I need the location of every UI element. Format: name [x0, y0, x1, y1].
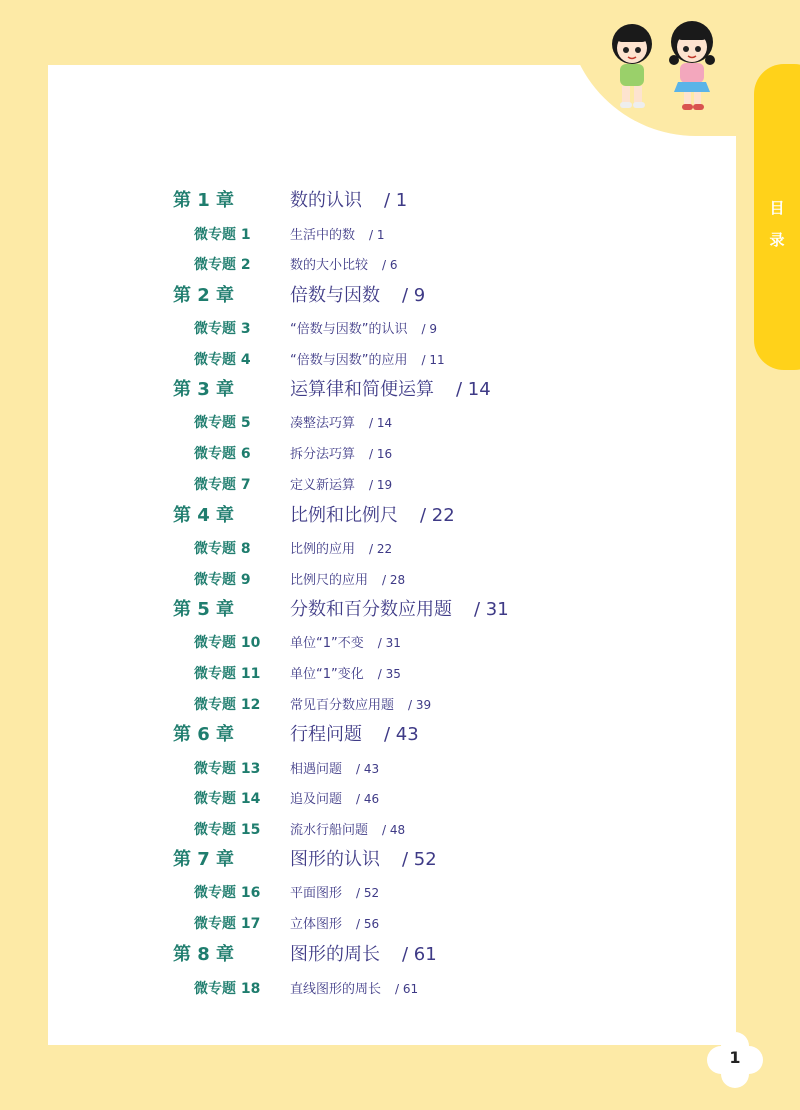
chapter-title — [290, 941, 437, 969]
side-tab-char-2: 录 — [769, 231, 785, 249]
topic-title — [290, 975, 418, 1004]
chapter-number: 第 8 章 — [173, 944, 235, 965]
toc-topic-row[interactable] — [0, 346, 740, 374]
chapter-title — [290, 596, 509, 624]
side-tab-char-1: 目 — [769, 199, 785, 217]
topic-title — [290, 660, 401, 689]
entry-title-text: 运算律和简便运算 — [290, 379, 434, 400]
entry-title-text: 流水行船问题 — [290, 823, 369, 838]
entry-title-text: 生活中的数 — [290, 228, 356, 243]
toc-topic-row[interactable] — [0, 251, 740, 279]
topic-number: 微专题 7 — [194, 477, 251, 493]
entry-page-number: / 9 — [421, 322, 437, 336]
chapter-number: 第 2 章 — [173, 285, 235, 306]
toc-topic-row[interactable] — [0, 879, 740, 907]
entry-page-number: / 9 — [402, 285, 426, 306]
chapter-number: 第 5 章 — [173, 599, 235, 620]
entry-page-number: / 46 — [356, 792, 380, 806]
entry-title-text: 比例的应用 — [290, 542, 356, 557]
entry-title-text: 分数和百分数应用题 — [290, 599, 452, 620]
topic-number: 微专题 15 — [194, 822, 261, 838]
entry-title-text: “倍数与因数”的认识 — [290, 322, 408, 337]
entry-page-number: / 6 — [382, 258, 398, 272]
topic-number: 微专题 16 — [194, 885, 261, 901]
topic-number: 微专题 8 — [194, 541, 251, 557]
topic-title — [290, 755, 379, 784]
topic-title — [290, 629, 401, 658]
topic-title — [290, 535, 392, 564]
entry-title-text: 比例尺的应用 — [290, 573, 369, 588]
entry-title-text: 数的大小比较 — [290, 258, 369, 273]
page-number: 1 — [729, 1048, 741, 1067]
topic-title — [290, 251, 398, 280]
topic-title — [290, 879, 379, 908]
entry-page-number: / 31 — [474, 599, 509, 620]
toc-topic-row[interactable] — [0, 975, 740, 1003]
toc-topic-row[interactable] — [0, 660, 740, 688]
entry-page-number: / 1 — [384, 190, 408, 211]
entry-page-number: / 1 — [369, 228, 385, 242]
entry-title-text: 行程问题 — [290, 724, 362, 745]
toc-topic-row[interactable] — [0, 566, 740, 594]
topic-number: 微专题 13 — [194, 761, 261, 777]
entry-page-number: / 31 — [377, 636, 401, 650]
toc-chapter-row[interactable] — [0, 187, 740, 215]
entry-page-number: / 22 — [420, 505, 455, 526]
entry-title-text: 倍数与因数 — [290, 285, 380, 306]
entry-title-text: 平面图形 — [290, 886, 343, 901]
entry-page-number: / 19 — [369, 478, 393, 492]
entry-page-number: / 52 — [356, 886, 380, 900]
chapter-title — [290, 376, 491, 404]
topic-title — [290, 409, 392, 438]
toc-chapter-row[interactable] — [0, 846, 740, 874]
toc-topic-row[interactable] — [0, 315, 740, 343]
entry-title-text: 单位“1”变化 — [290, 667, 364, 682]
topic-number: 微专题 2 — [194, 257, 251, 273]
toc-topic-row[interactable] — [0, 629, 740, 657]
entry-page-number: / 16 — [369, 447, 393, 461]
topic-number: 微专题 10 — [194, 635, 261, 651]
toc-topic-row[interactable] — [0, 755, 740, 783]
topic-title — [290, 221, 385, 250]
entry-page-number: / 43 — [356, 762, 380, 776]
toc-topic-row[interactable] — [0, 471, 740, 499]
toc-topic-row[interactable] — [0, 409, 740, 437]
entry-title-text: 追及问题 — [290, 792, 343, 807]
toc-topic-row[interactable] — [0, 535, 740, 563]
chapter-number: 第 3 章 — [173, 379, 235, 400]
entry-title-text: 凑整法巧算 — [290, 416, 356, 431]
entry-title-text: 直线图形的周长 — [290, 982, 382, 997]
topic-number: 微专题 3 — [194, 321, 251, 337]
entry-title-text: 定义新运算 — [290, 478, 356, 493]
entry-page-number: / 61 — [395, 982, 419, 996]
toc-topic-row[interactable] — [0, 816, 740, 844]
topic-title — [290, 816, 405, 845]
chapter-number: 第 4 章 — [173, 505, 235, 526]
chapter-title — [290, 721, 419, 749]
toc-topic-row[interactable] — [0, 910, 740, 938]
entry-title-text: 数的认识 — [290, 190, 362, 211]
entry-page-number: / 52 — [402, 849, 437, 870]
entry-title-text: 常见百分数应用题 — [290, 698, 395, 713]
topic-number: 微专题 4 — [194, 352, 251, 368]
entry-page-number: / 11 — [421, 353, 445, 367]
topic-title — [290, 910, 379, 939]
toc-chapter-row[interactable] — [0, 941, 740, 969]
entry-title-text: 图形的认识 — [290, 849, 380, 870]
topic-number: 微专题 6 — [194, 446, 251, 462]
topic-title — [290, 315, 437, 344]
toc-topic-row[interactable] — [0, 221, 740, 249]
entry-title-text: 比例和比例尺 — [290, 505, 398, 526]
entry-page-number: / 14 — [369, 416, 393, 430]
entry-page-number: / 28 — [382, 573, 406, 587]
chapter-number: 第 7 章 — [173, 849, 235, 870]
toc-topic-row[interactable] — [0, 785, 740, 813]
topic-title — [290, 346, 445, 375]
topic-title — [290, 691, 431, 720]
topic-number: 微专题 14 — [194, 791, 261, 807]
entry-title-text: 图形的周长 — [290, 944, 380, 965]
chapter-title — [290, 282, 425, 310]
entry-page-number: / 14 — [456, 379, 491, 400]
entry-title-text: 拆分法巧算 — [290, 447, 356, 462]
toc-chapter-row[interactable] — [0, 596, 740, 624]
entry-title-text: 单位“1”不变 — [290, 636, 364, 651]
entry-title-text: 立体图形 — [290, 917, 343, 932]
entry-page-number: / 48 — [382, 823, 406, 837]
chapter-number: 第 1 章 — [173, 190, 235, 211]
chapter-title — [290, 846, 437, 874]
topic-number: 微专题 1 — [194, 227, 251, 243]
topic-number: 微专题 18 — [194, 981, 261, 997]
entry-title-text: “倍数与因数”的应用 — [290, 353, 408, 368]
chapter-number: 第 6 章 — [173, 724, 235, 745]
topic-title — [290, 785, 379, 814]
chapter-title — [290, 502, 455, 530]
topic-number: 微专题 9 — [194, 572, 251, 588]
entry-page-number: / 35 — [377, 667, 401, 681]
topic-number: 微专题 12 — [194, 697, 261, 713]
topic-title — [290, 566, 405, 595]
topic-title — [290, 471, 392, 500]
toc-chapter-row[interactable] — [0, 282, 740, 310]
entry-page-number: / 61 — [402, 944, 437, 965]
toc-topic-row[interactable] — [0, 440, 740, 468]
topic-title — [290, 440, 392, 469]
entry-page-number: / 39 — [408, 698, 432, 712]
topic-number: 微专题 17 — [194, 916, 261, 932]
chapter-title — [290, 187, 407, 215]
topic-number: 微专题 11 — [194, 666, 261, 682]
entry-page-number: / 43 — [384, 724, 419, 745]
toc-topic-row[interactable] — [0, 691, 740, 719]
toc-chapter-row[interactable] — [0, 502, 740, 530]
entry-page-number: / 22 — [369, 542, 393, 556]
entry-page-number: / 56 — [356, 917, 380, 931]
entry-title-text: 相遇问题 — [290, 762, 343, 777]
toc-chapter-row[interactable] — [0, 376, 740, 404]
topic-number: 微专题 5 — [194, 415, 251, 431]
toc-chapter-row[interactable] — [0, 721, 740, 749]
